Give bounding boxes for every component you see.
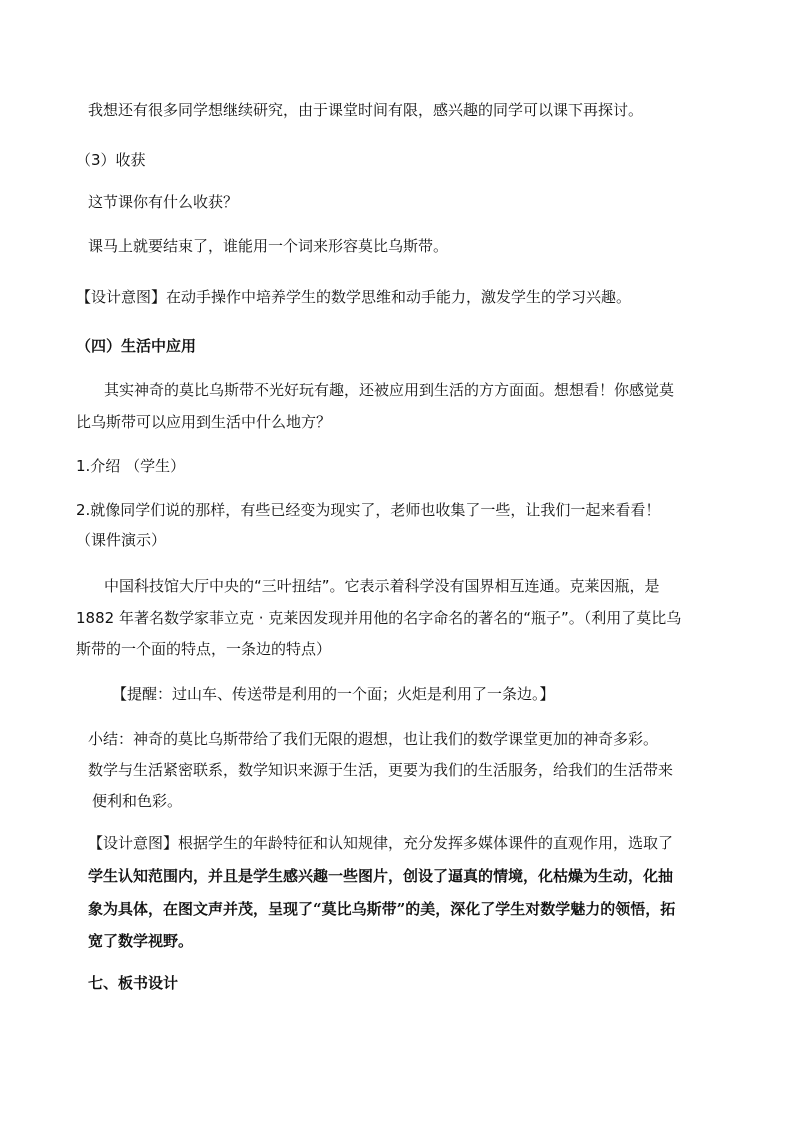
list-item-2-line2: （课件演示） [76, 531, 167, 549]
design-intent-2-line2: 学生认知范围内，并且是学生感兴趣一些图片，创设了逼真的情境，化枯燥为生动，化抽 [88, 867, 674, 885]
design-intent-1: 【设计意图】在动手操作中培养学生的数学思维和动手能力，激发学生的学习兴趣。 [76, 288, 632, 306]
question-one-word: 课马上就要结束了，谁能用一个词来形容莫比乌斯带。 [88, 237, 449, 255]
paragraph-examples-line1: 中国科技馆大厅中央的“三叶扭结”。它表示着科学没有国界相互连通。克莱因瓶，是 [104, 577, 660, 595]
design-intent-2-line1: 【设计意图】根据学生的年龄特征和认知规律，充分发挥多媒体课件的直观作用，选取了 [88, 834, 674, 852]
summary-line2: 数学与生活紧密联系，数学知识来源于生活，更要为我们的生活服务，给我们的生活带来 [88, 761, 674, 779]
paragraph-application-line1: 其实神奇的莫比乌斯带不光好玩有趣，还被应用到生活的方方面面。想想看！你感觉莫 [104, 381, 675, 399]
summary-line3: 便利和色彩。 [92, 792, 183, 810]
paragraph-examples-line3: 斯带的一个面的特点，一条边的特点） [76, 640, 332, 658]
paragraph-further-study: 我想还有很多同学想继续研究，由于课堂时间有限，感兴趣的同学可以课下再探讨。 [88, 101, 644, 119]
heading-harvest: （3）收获 [76, 151, 146, 169]
section-heading-life-application: （四）生活中应用 [76, 337, 197, 355]
design-intent-2-line4: 宽了数学视野。 [88, 932, 194, 950]
paragraph-examples-line2: 1882 年著名数学家菲立克 · 克莱因发现并用他的名字命名的著名的“瓶子”。（利用了莫比乌 [76, 609, 682, 627]
section-heading-board-design: 七、板书设计 [88, 974, 179, 992]
summary-line1: 小结：神奇的莫比乌斯带给了我们无限的遐想，也让我们的数学课堂更加的神奇多彩。 [88, 730, 659, 748]
design-intent-2-line3: 象为具体，在图文声并茂，呈现了“莫比乌斯带”的美，深化了学生对数学魅力的领悟，拓 [88, 900, 676, 918]
question-harvest: 这节课你有什么收获？ [88, 193, 239, 211]
reminder-note: 【提醒：过山车、传送带是利用的一个面；火炬是利用了一条边。】 [112, 685, 555, 703]
list-item-1: 1.介绍 （学生） [76, 457, 186, 475]
list-item-2-line1: 2.就像同学们说的那样，有些已经变为现实了，老师也收集了一些，让我们一起来看看！ [76, 501, 661, 519]
paragraph-application-line2: 比乌斯带可以应用到生活中什么地方？ [76, 413, 332, 431]
